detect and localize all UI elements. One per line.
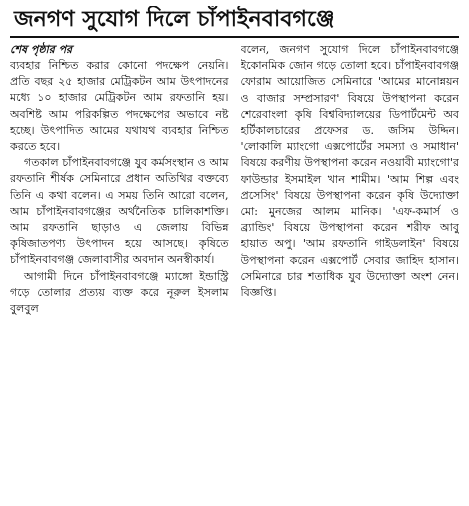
left-column bbox=[10, 42, 229, 494]
paragraph: বলেন, জনগণ সুযোগ দিলে চাঁপাইনবাবগঞ্জে ইকোনমিক জোন গড়ে তোলা হবে। চাঁপাইনবাবগঞ্জ ফোরাম আয়োজিত সেমিনারে 'আমের মানোন্নয়ন ও বাজার সম্প্রসারণ' বিষয়ে উপস্থাপনা করেন শেরেবাংলা কৃষি বিশ্ববিদ্যালয়ের ডিপার্টমেন্ট অব হর্টিকালচারের প্রফেসর ড. জসিম উদ্দিন। 'লোকালি ম্যাংগো এক্সপোর্টের সমস্যা ও সমাধান' বিষয়ে করণীয় উপস্থাপনা করেন নওয়াবী ম্যাংগো'র ফাউন্ডার ইসমাইল খান শামীম। 'আম শিল্প এবং প্রসেসিং' বিষয়ে উপস্থাপনা করেন কৃষি উদ্যোক্তা মো: মুনজের আলম মানিক। 'এফ-কমার্স ও ব্র্যান্ডিং' বিষয়ে উপস্থাপনা করেন শরীফ আবু হায়াত অপু। 'আম রফতানি গাইডলাইন' বিষয়ে উপস্থাপনা করেন এক্সপোর্ট সেবার জাহিদ হাসান। সেমিনারে চার শতাধিক যুব উদ্যোক্তা অংশ নেন। বিজ্ঞপ্তি। bbox=[240, 43, 459, 300]
continued-label: শেষ পৃষ্ঠার পর bbox=[10, 43, 73, 56]
paragraph: আগামী দিনে চাঁপাইনবাবগঞ্জে ম্যাঙ্গো ইন্ডাস্ট্রি গড়ে তোলার প্রত্যয় ব্যক্ত করে নূরুল ইসলাম বুলবুল bbox=[10, 269, 229, 316]
headline: জনগণ সুযোগ দিলে চাঁপাইনবাবগঞ্জে bbox=[14, 7, 335, 32]
paragraph: গতকাল চাঁপাইনবাবগঞ্জে যুব কর্মসংস্থান ও আম রফতানি শীর্ষক সেমিনারে প্রধান অতিথির বক্তব্যে তিনি এ কথা বলেন। এ সময় তিনি আরো বলেন, আম চাঁপাইনবাবগঞ্জের অর্থনৈতিক চালিকাশক্তি। আম রফতানি ছাড়াও এ জেলায় বিভিন্ন কৃষিজাতপণ্য উৎপাদন হয়ে আসছে। কৃষিতে চাঁপাইনবাবগঞ্জ জেলাবাসীর অবদান অনস্বীকার্য। bbox=[10, 156, 229, 267]
right-column bbox=[241, 42, 460, 494]
headline-rule bbox=[10, 36, 459, 38]
article-body bbox=[10, 42, 459, 494]
paragraph: ব্যবহার নিশ্চিত করার কোনো পদক্ষেপ নেয়নি। প্রতি বছর ২৫ হাজার মেট্রিকটন আম উৎপাদনের মধ্যে ১০ হাজার মেট্রিকটন আম রফতানি হয়। অবশিষ্ট আম পরিকল্পিত পদক্ষেপের অভাবে নষ্ট হচ্ছে। উৎপাদিত আমের যথাযথ ব্যবহার নিশ্চিত করতে হবে। bbox=[10, 59, 229, 154]
